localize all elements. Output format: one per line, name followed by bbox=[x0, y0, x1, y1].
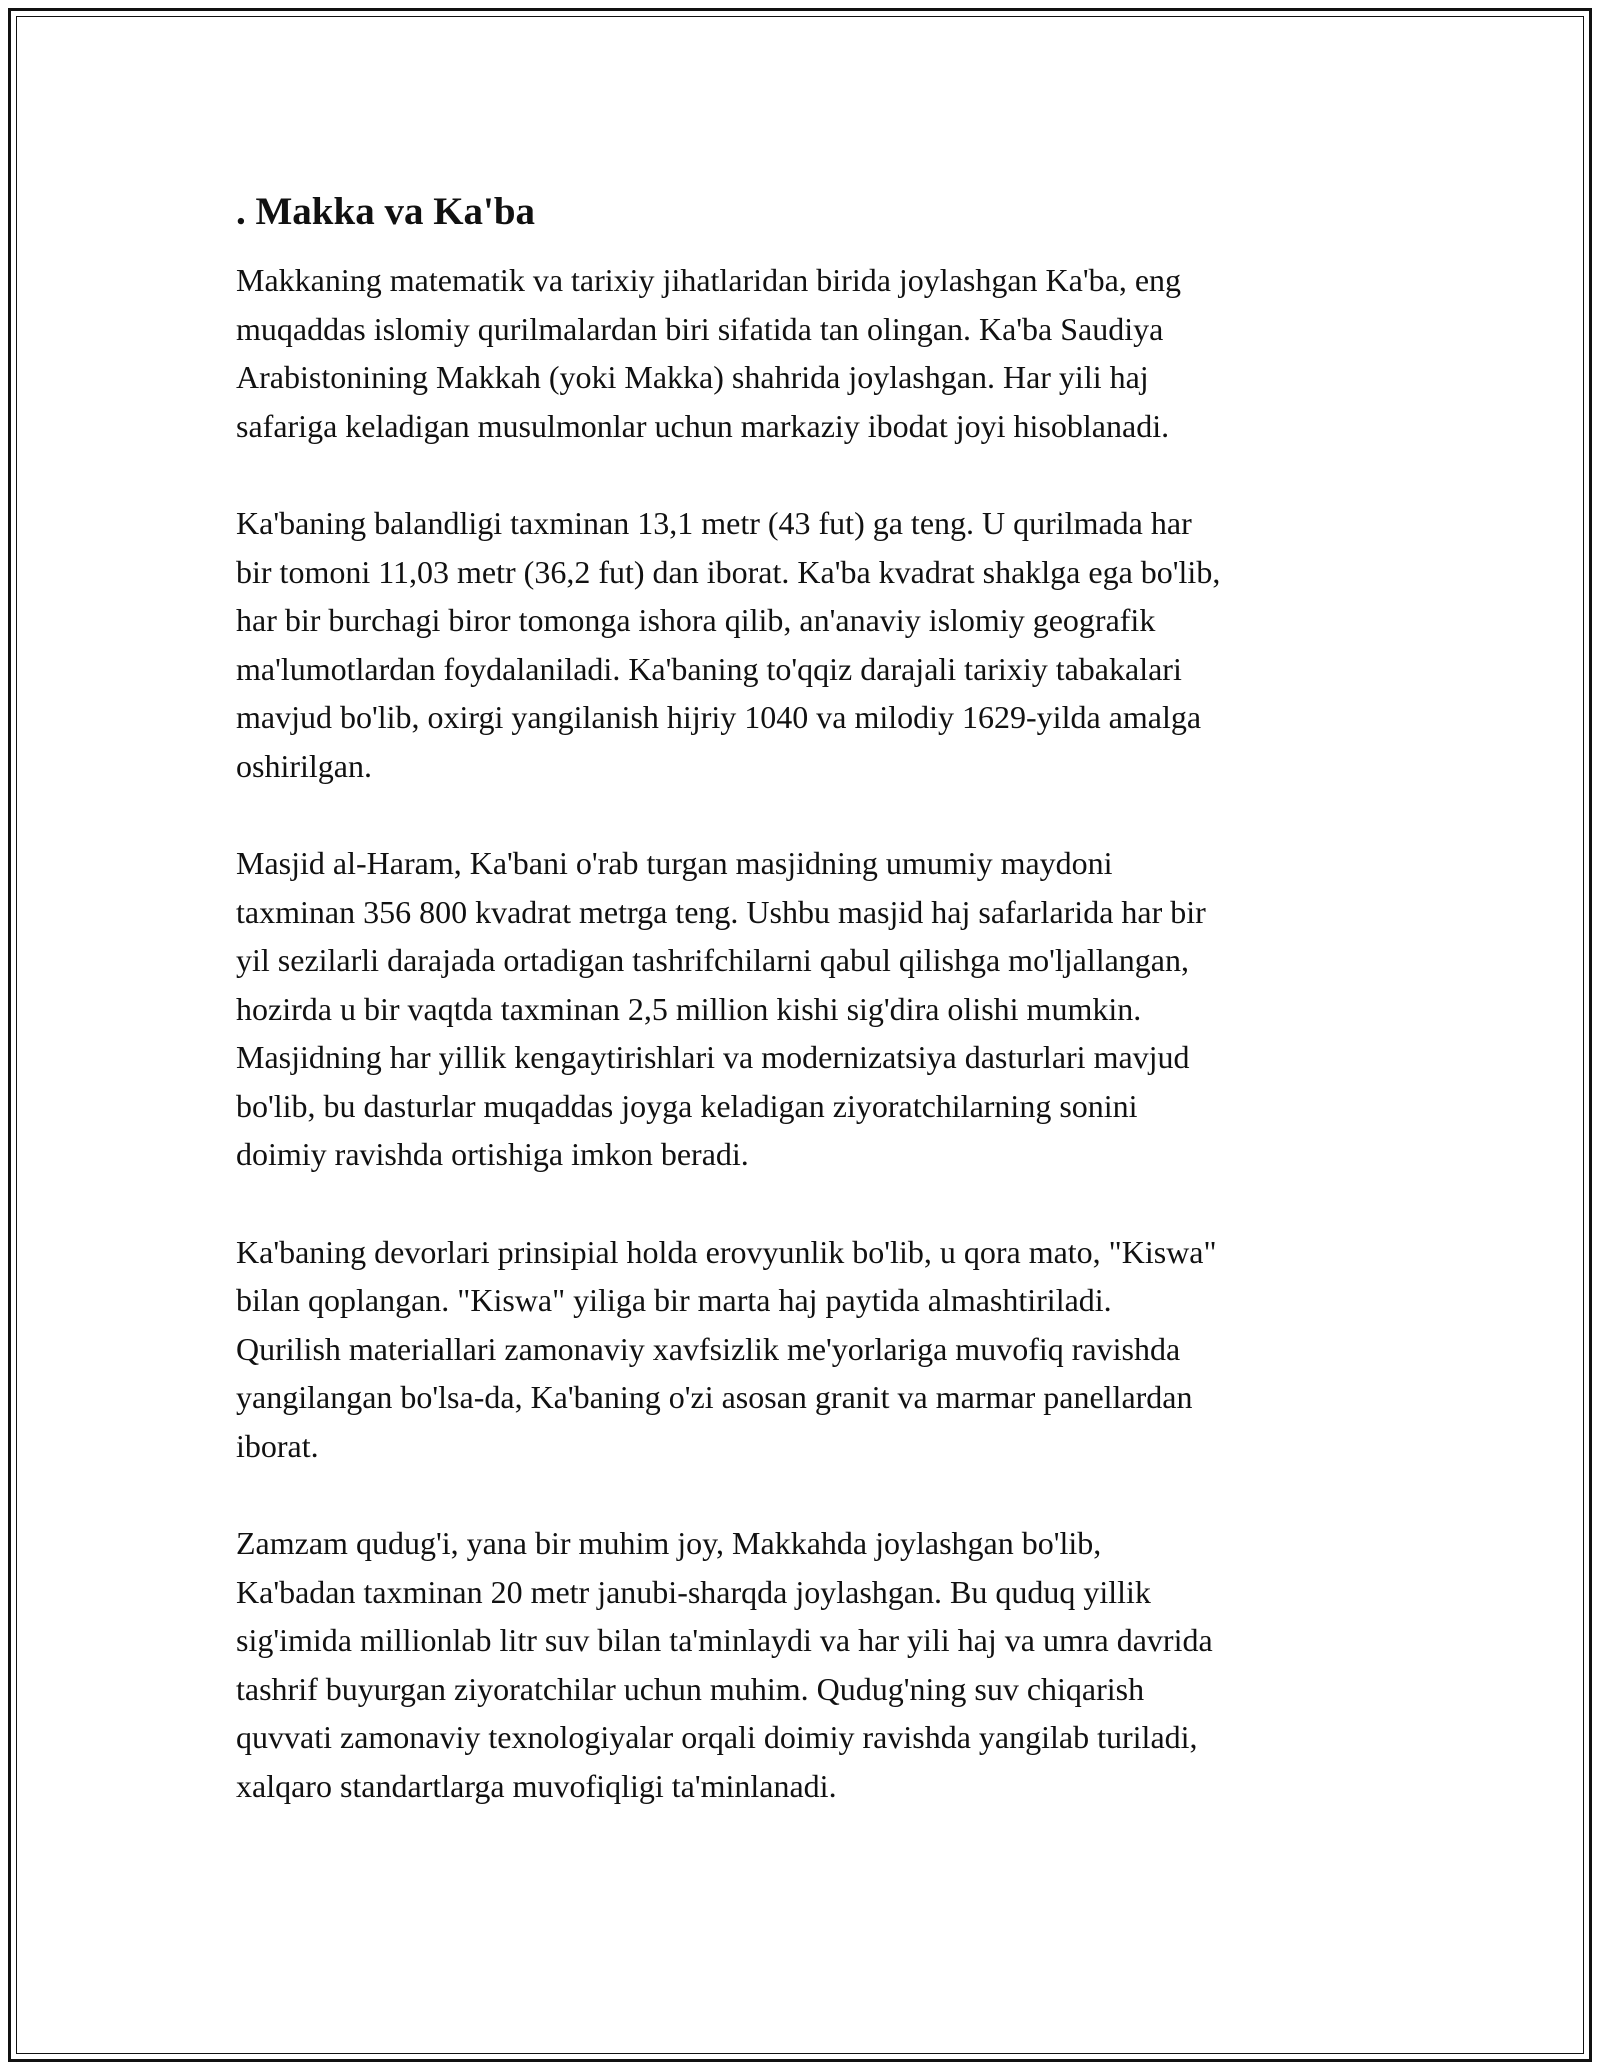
text-line: Ka'badan taxminan 20 metr janubi-sharqda joylashgan. Bu quduq yillik bbox=[236, 1573, 1151, 1610]
paragraph-4 bbox=[236, 1228, 1376, 1471]
text-line: Masjid al-Haram, Ka'bani o'rab turgan masjidning umumiy maydoni bbox=[236, 845, 1113, 881]
document-title: . Makka va Ka'ba bbox=[236, 190, 536, 233]
text-line: bir tomoni 11,03 metr (36,2 fut) dan iborat. Ka'ba kvadrat shaklga ega bo'lib, bbox=[236, 553, 1221, 590]
paragraph-1 bbox=[236, 256, 1376, 450]
text-line: doimiy ravishda ortishiga imkon beradi. bbox=[236, 1136, 749, 1172]
text-line: oshirilgan. bbox=[236, 747, 372, 784]
text-line: yil sezilarli darajada ortadigan tashrifchilarni qabul qilishga mo'ljallangan, bbox=[236, 942, 1189, 978]
text-line: Qurilish materiallari zamonaviy xavfsizlik me'yorlariga muvofiq ravishda bbox=[236, 1330, 1181, 1367]
paragraph-2 bbox=[236, 499, 1376, 790]
text-line: muqaddas islomiy qurilmalardan biri sifatida tan olingan. Ka'ba Saudiya bbox=[236, 310, 1164, 347]
text-line: Masjidning har yillik kengaytirishlari va modernizatsiya dasturlari mavjud bbox=[236, 1039, 1190, 1075]
text-line: Ka'baning devorlari prinsipial holda erovyunlik bo'lib, u qora mato, "Kiswa" bbox=[236, 1233, 1217, 1270]
text-line: taxminan 356 800 kvadrat metrga teng. Ushbu masjid haj safarlarida har bir bbox=[236, 893, 1206, 930]
text-line: safariga keladigan musulmonlar uchun markaziy ibodat joyi hisoblanadi. bbox=[236, 407, 1170, 444]
text-line: tashrif buyurgan ziyoratchilar uchun muhim. Qudug'ning suv chiqarish bbox=[236, 1670, 1145, 1707]
text-line: har bir burchagi biror tomonga ishora qilib, an'anaviy islomiy geografik bbox=[236, 602, 1156, 638]
text-line: xalqaro standartlarga muvofiqligi ta'minlanadi. bbox=[236, 1767, 837, 1804]
text-line: bo'lib, bu dasturlar muqaddas joyga keladigan ziyoratchilarning sonini bbox=[236, 1087, 1138, 1124]
text-line: mavjud bo'lib, oxirgi yangilanish hijriy 1040 va milodiy 1629-yilda amalga bbox=[236, 699, 1202, 735]
text-line: Zamzam qudug'i, yana bir muhim joy, Makkahda joylashgan bo'lib, bbox=[236, 1525, 1102, 1561]
text-line: sig'imida millionlab litr suv bilan ta'minlaydi va har yili haj va umra davrida bbox=[236, 1622, 1213, 1658]
text-line: iborat. bbox=[236, 1427, 319, 1464]
text-line: bilan qoplangan. "Kiswa" yiliga bir marta haj paytida almashtiriladi. bbox=[236, 1282, 1112, 1318]
document-body bbox=[236, 184, 1376, 1859]
text-line: quvvati zamonaviy texnologiyalar orqali doimiy ravishda yangilab turiladi, bbox=[236, 1719, 1198, 1755]
text-line: Ka'baning balandligi taxminan 13,1 metr (43 fut) ga teng. U qurilmada har bbox=[236, 505, 1192, 541]
paragraph-5 bbox=[236, 1519, 1376, 1810]
text-line: Arabistonining Makkah (yoki Makka) shahrida joylashgan. Har yili haj bbox=[236, 359, 1149, 395]
text-line: hozirda u bir vaqtda taxminan 2,5 million kishi sig'dira olishi mumkin. bbox=[236, 990, 1142, 1027]
text-line: Makkaning matematik va tarixiy jihatlaridan birida joylashgan Ka'ba, eng bbox=[236, 262, 1182, 298]
text-line: yangilangan bo'lsa-da, Ka'baning o'zi asosan granit va marmar panellardan bbox=[236, 1379, 1193, 1415]
text-line: ma'lumotlardan foydalaniladi. Ka'baning to'qqiz darajali tarixiy tabakalari bbox=[236, 650, 1182, 687]
paragraph-3 bbox=[236, 839, 1376, 1179]
